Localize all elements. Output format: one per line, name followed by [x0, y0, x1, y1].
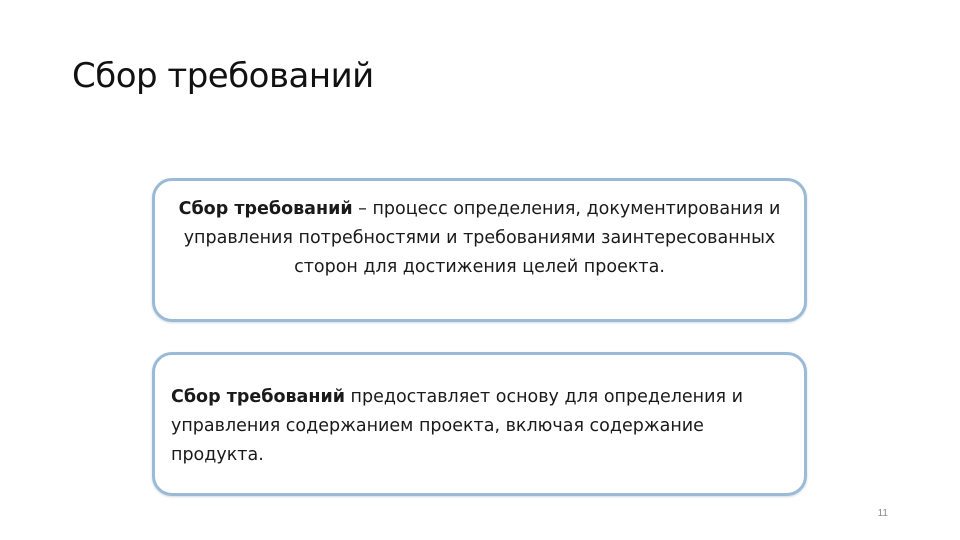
page-number: 11 — [877, 508, 888, 519]
slide-title: Сбор требований — [72, 56, 374, 96]
callout-term: Сбор требований — [171, 387, 345, 407]
callout-text: предоставляет основу для определения и управления содержанием проекта, включая содержание продукта. — [171, 387, 743, 465]
definition-callout — [152, 178, 807, 322]
callout-term: Сбор требований — [178, 199, 353, 219]
callout-text: – процесс определения, документирования и управления потребностями и требованиями заинтересованных сторон для достижения целей проекта. — [183, 199, 781, 277]
purpose-callout — [152, 352, 807, 496]
